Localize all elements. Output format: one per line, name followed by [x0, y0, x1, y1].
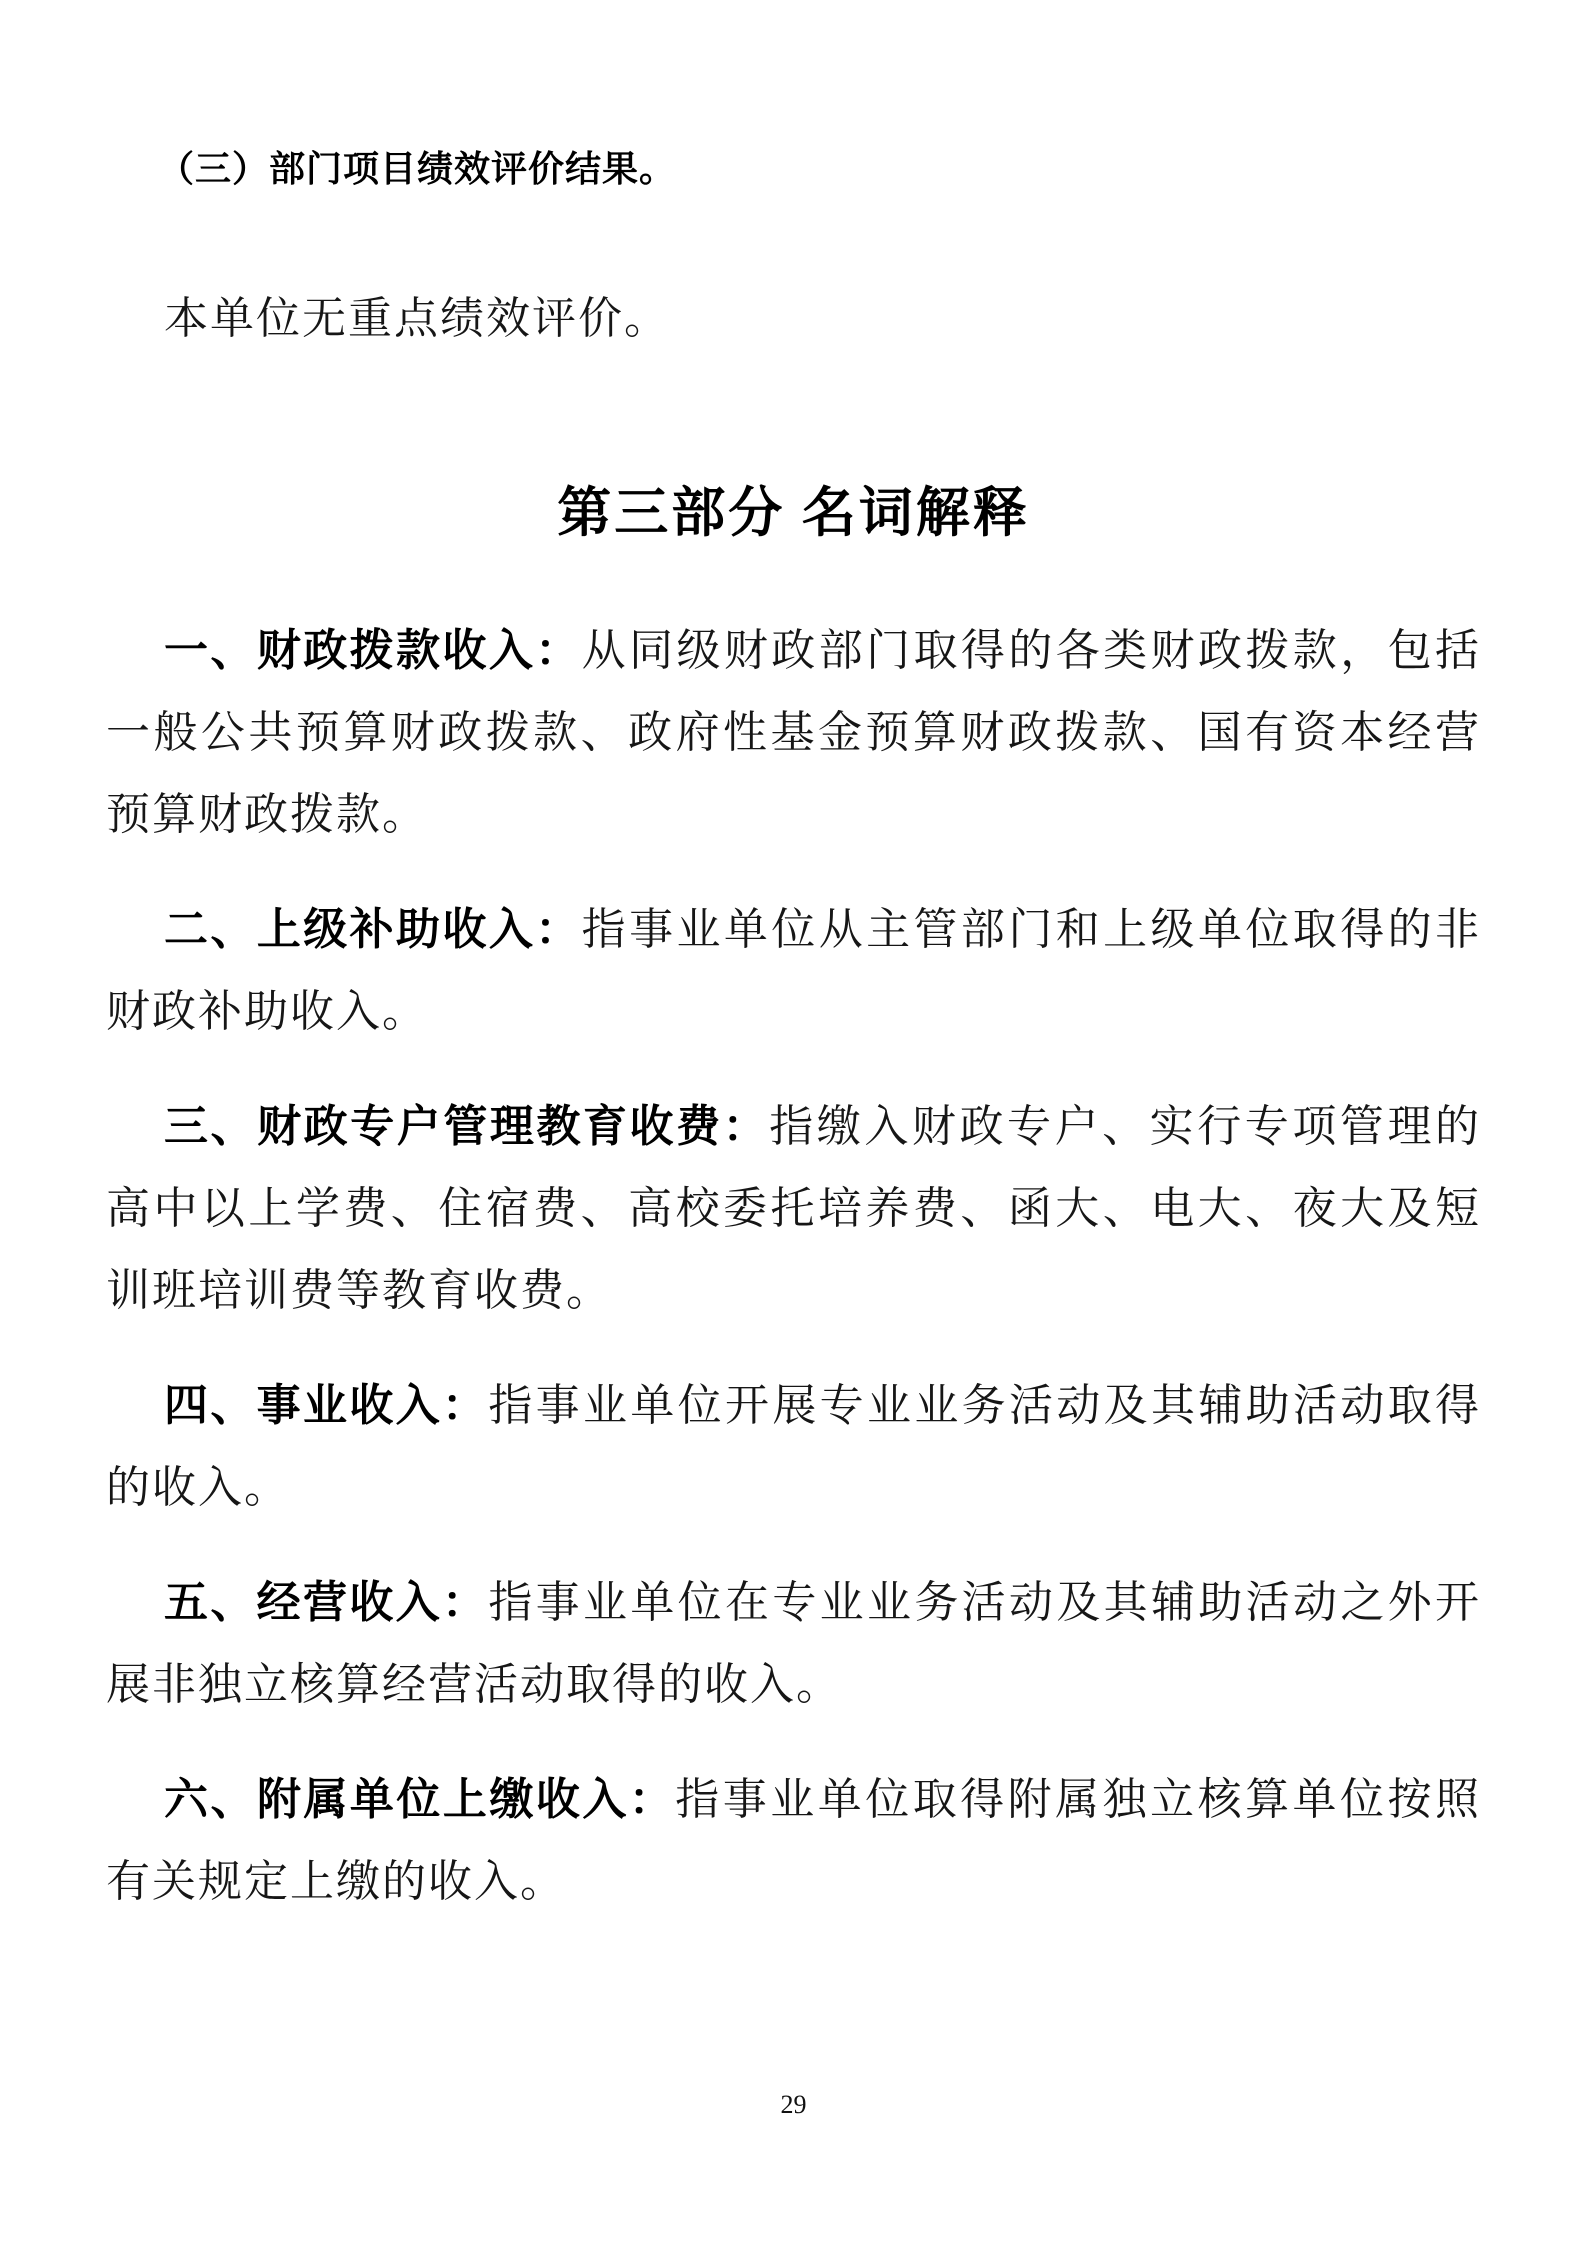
- term-paragraph-5: [106, 1562, 1481, 1726]
- term-lead-2: 二、上级补助收入：: [164, 905, 582, 955]
- term-lead-5: 五、经营收入：: [164, 1578, 489, 1628]
- term-body-4: 指事业单位开展专业业务活动及其辅助活动取得的收入。: [106, 1381, 1482, 1513]
- term-body-1: 从同级财政部门取得的各类财政拨款，包括一般公共预算财政拨款、政府性基金预算财政拨款、国有资本经营预算财政拨款。: [106, 626, 1482, 840]
- term-body-2: 指事业单位从主管部门和上级单位取得的非财政补助收入。: [106, 905, 1482, 1037]
- term-paragraph-3: [106, 1086, 1481, 1332]
- term-paragraph-4: [106, 1365, 1481, 1529]
- term-lead-6: 六、附属单位上缴收入：: [164, 1775, 676, 1825]
- term-paragraph-6: [106, 1759, 1481, 1923]
- page-number: 29: [780, 2090, 807, 2119]
- term-lead-3: 三、财政专户管理教育收费：: [164, 1102, 770, 1152]
- term-paragraph-2: [106, 889, 1481, 1053]
- term-body-6: 指事业单位取得附属独立核算单位按照有关规定上缴的收入。: [106, 1775, 1481, 1907]
- term-lead-1: 一、财政拨款收入：: [164, 626, 582, 676]
- term-body-3: 指缴入财政专户、实行专项管理的高中以上学费、住宿费、高校委托培养费、函大、电大、夜大及短训班培训费等教育收费。: [106, 1102, 1482, 1316]
- term-paragraph-1: [106, 610, 1481, 856]
- paragraph-no-key-evaluation: 本单位无重点绩效评价。: [164, 294, 670, 344]
- part-title-glossary: 第三部分 名词解释: [557, 483, 1030, 544]
- section-heading-performance-evaluation: （三）部门项目绩效评价结果。: [158, 148, 677, 189]
- term-lead-4: 四、事业收入：: [164, 1381, 489, 1431]
- term-body-5: 指事业单位在专业业务活动及其辅助活动之外开展非独立核算经营活动取得的收入。: [106, 1578, 1482, 1710]
